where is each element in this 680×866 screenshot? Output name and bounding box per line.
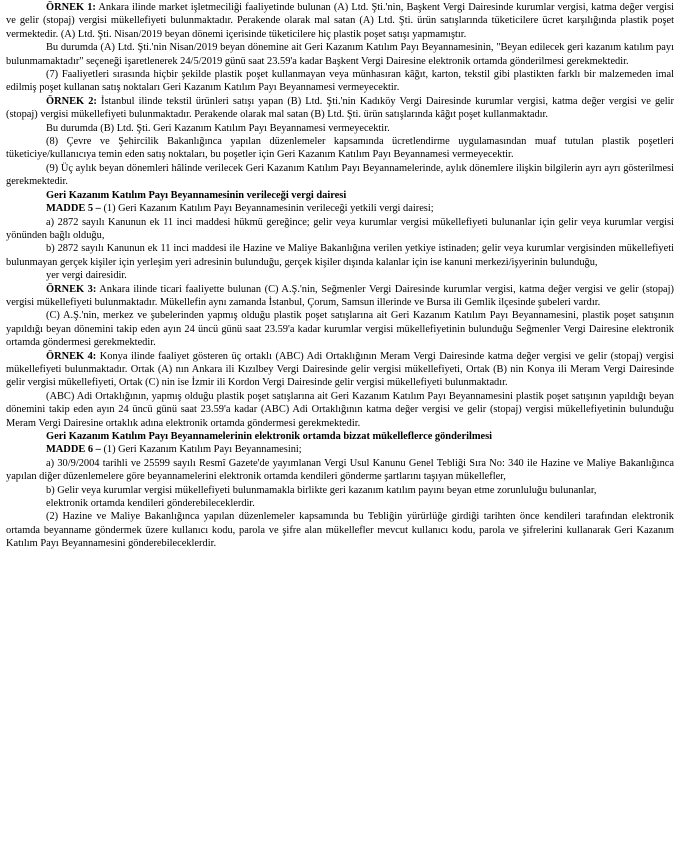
article-5-paragraph — [6, 202, 674, 215]
paragraph: b) Gelir veya kurumlar vergisi mükellefiyeti bulunmamakla birlikte geri kazanım katılım payını beyan etme zorunluluğu bulunanlar, — [46, 484, 597, 496]
section-heading-electronic-submission: Geri Kazanım Katılım Payı Beyannamelerinin elektronik ortamda bizzat mükelleflerce gönderilmesi — [46, 431, 493, 442]
paragraph: a) 2872 sayılı Kanunun ek 11 inci maddesi hükmü gereğince; gelir veya kurumlar vergisi mükellefiyeti bulunanlar için gelir veya kurumlar vergisi yönünden bağlı olduğu, — [6, 216, 674, 241]
example-4-text: Konya ilinde faaliyet gösteren üç ortaklı (ABC) Adi Ortaklığının Meram Vergi Dairesinde katma değer vergisi ve gelir (stopaj) vergisi mükellefiyeti bulunmaktadır. Ortak (A) nın Ankara ili Kızılbey Vergi Dairesinde gelir vergisi mükellefiyeti, Ortak (B) nin Konya ili Meram Vergi Dairesinde gelir vergisi mükellefiyeti, Ortak (C) nin ise İzmir ili Kordon Vergi Dairesinde gelir vergisi mükellefiyeti bulunmaktadır. — [6, 350, 674, 389]
paragraph: (9) Üç aylık beyan dönemleri hâlinde verilecek Geri Kazanım Katılım Payı Beyannamelerinde, aylık dönemlere ilişkin bilgilerin ayrı ayrı gösterilmesi gerekmektedir. — [6, 162, 674, 188]
example-2-paragraph — [6, 95, 674, 122]
example-2-label: ÖRNEK 2: — [46, 95, 97, 107]
paragraph: (C) A.Ş.'nin, merkez ve şubelerinden yapmış olduğu plastik poşet satışlarına ait Geri Kazanım Katılım Payı Beyannamesini, plastik poşet satışının yapıldığı beyan dönemini takip eden ayın 24 üncü günü saat 23.59'a kadar kurumlar vergisi mükellefiyetinin bulunduğu Seğmenler Vergi Dairesine elektronik ortamda göndermesi gerekmektedir. — [6, 310, 674, 349]
paragraph: (8) Çevre ve Şehircilik Bakanlığınca yapılan düzenlemeler kapsamında ücretlendirme uygulamasından muaf tutulan plastik poşetleri tüketiciye/kullanıcıya temin eden satış noktaları, bu poşetler için Geri Kazanım Katılım Payı Beyannamesi vermeyecektir. — [6, 136, 674, 161]
example-3-text: Ankara ilinde ticari faaliyette bulunan (C) A.Ş.'nin, Seğmenler Vergi Dairesinde kurumlar vergisi, katma değer vergisi ve gelir (stopaj) vergisi mükellefiyeti bulunmaktadır. Mükellefin aynı zamanda İstanbul, Çorum, Samsun illerinde ve Bursa ili Gemlik ilçesinde şubeleri vardır. — [6, 283, 675, 308]
example-3-paragraph — [6, 283, 674, 310]
example-1-text: Ankara ilinde market işletmeciliği faaliyetinde bulunan (A) Ltd. Şti.'nin, Başkent Vergi Dairesinde kurumlar vergisi, katma değer vergisi ve gelir (stopaj) vergisi mükellefiyeti bulunmaktadır. Perakende olarak mal satan (A) Ltd. Şti. ürün satışlarında tüketicilere ücret karşılığında plastik poşet vermektedir. (A) Ltd. Şti. Nisan/2019 beyan dönemi içerisinde tüketicilere hiç plastik poşet satışı yapmamıştır. — [6, 2, 674, 40]
example-4-label: ÖRNEK 4: — [46, 350, 97, 362]
paragraph: Bu durumda (B) Ltd. Şti. Geri Kazanım Katılım Payı Beyannamesi vermeyecektir. — [46, 122, 390, 134]
paragraph: (7) Faaliyetleri sırasında hiçbir şekilde plastik poşet kullanmayan veya münhasıran kâğıt, karton, tekstil gibi plastikten farklı bir malzemeden imal edilmiş poşet kullanan satış noktaları Geri Kazanım Katılım Payı Beyannamesi vermeyecektir. — [6, 69, 674, 94]
article-6-text: (1) Geri Kazanım Katılım Payı Beyannamesini; — [100, 444, 302, 456]
example-1-paragraph — [6, 1, 674, 41]
article-6-label: MADDE 6 – — [46, 444, 101, 456]
paragraph: (ABC) Adi Ortaklığının, yapmış olduğu plastik poşet satışlarına ait Geri Kazanım Katılım Payı Beyannamesini plastik poşet satışının yapıldığı beyan dönemini takip eden ayın 24 üncü günü saat 23.59'a kadar (ABC) Adi Ortaklığının katma değer vergisi ve gelir (stopaj) vergisi mükellefiyetinin bulunduğu Meram Vergi Dairesine ortaklık adına elektronik ortamda göndermesi gerekmektedir. — [6, 390, 674, 429]
article-5-label: MADDE 5 – — [46, 203, 101, 215]
example-2-text: İstanbul ilinde tekstil ürünleri satışı yapan (B) Ltd. Şti.'nin Kadıköy Vergi Dairesinde kurumlar vergisi, katma değer vergisi ve gelir (stopaj) vergisi mükellefiyeti bulunmaktadır. Perakende olarak mal satan (B) Ltd. Şti. ürün satışlarında kâğıt poşet kullanmaktadır. — [6, 95, 675, 121]
paragraph: yer vergi dairesidir. — [46, 270, 127, 282]
section-heading-tax-office: Geri Kazanım Katılım Payı Beyannamesinin verileceği vergi dairesi — [46, 189, 347, 201]
article-5-text: (1) Geri Kazanım Katılım Payı Beyannamesinin verileceği yetkili vergi dairesi; — [100, 203, 434, 215]
example-4-paragraph — [6, 350, 674, 390]
paragraph: (2) Hazine ve Maliye Bakanlığınca yapılan düzenlemeler kapsamında bu Tebliğin yürürlüğe girdiği tarihten önce kendileri tarafından elektronik ortamda beyanname göndermek üzere kullanıcı kodu, parola ve şifre alan mükellefler mevcut kullanıcı kodu, parola ve şifrelerini kullanarak Geri Kazanım Katılım Payı Beyannamesini gönderebileceklerdir. — [6, 511, 674, 550]
paragraph: elektronik ortamda kendileri gönderebileceklerdir. — [46, 498, 255, 510]
article-6-paragraph — [6, 443, 674, 456]
paragraph: Bu durumda (A) Ltd. Şti.'nin Nisan/2019 beyan dönemine ait Geri Kazanım Katılım Payı Beyannamesinin, "Beyan edilecek geri kazanım katılım payı bulunmamaktadır" seçeneği işaretlenerek 24/5/2019 günü saat 23.59'a kadar Başkent Vergi Dairesine elektronik ortamda gönderilmesi gerekmektedir. — [6, 42, 674, 67]
paragraph: b) 2872 sayılı Kanunun ek 11 inci maddesi ile Hazine ve Maliye Bakanlığına verilen yetkiye istinaden; gelir veya kurumlar vergisinden mükellefiyeti bulunmayan gerçek kişiler için yerleşim yeri adresinin bulunduğu, gerçek kişiler dışında kalanlar için ise kanuni merkezi/işyerinin bulunduğu, — [6, 243, 674, 268]
example-3-label: ÖRNEK 3: — [46, 283, 97, 295]
paragraph: a) 30/9/2004 tarihli ve 25599 sayılı Resmî Gazete'de yayımlanan Vergi Usul Kanunu Genel Tebliği Sıra No: 340 ile Hazine ve Maliye Bakanlığınca yapılan diğer düzenlemelere göre beyannamelerini elektronik ortamda kendileri gönderme şartlarını taşıyan mükellefler, — [6, 457, 674, 483]
example-1-label: ÖRNEK 1: — [46, 2, 96, 13]
